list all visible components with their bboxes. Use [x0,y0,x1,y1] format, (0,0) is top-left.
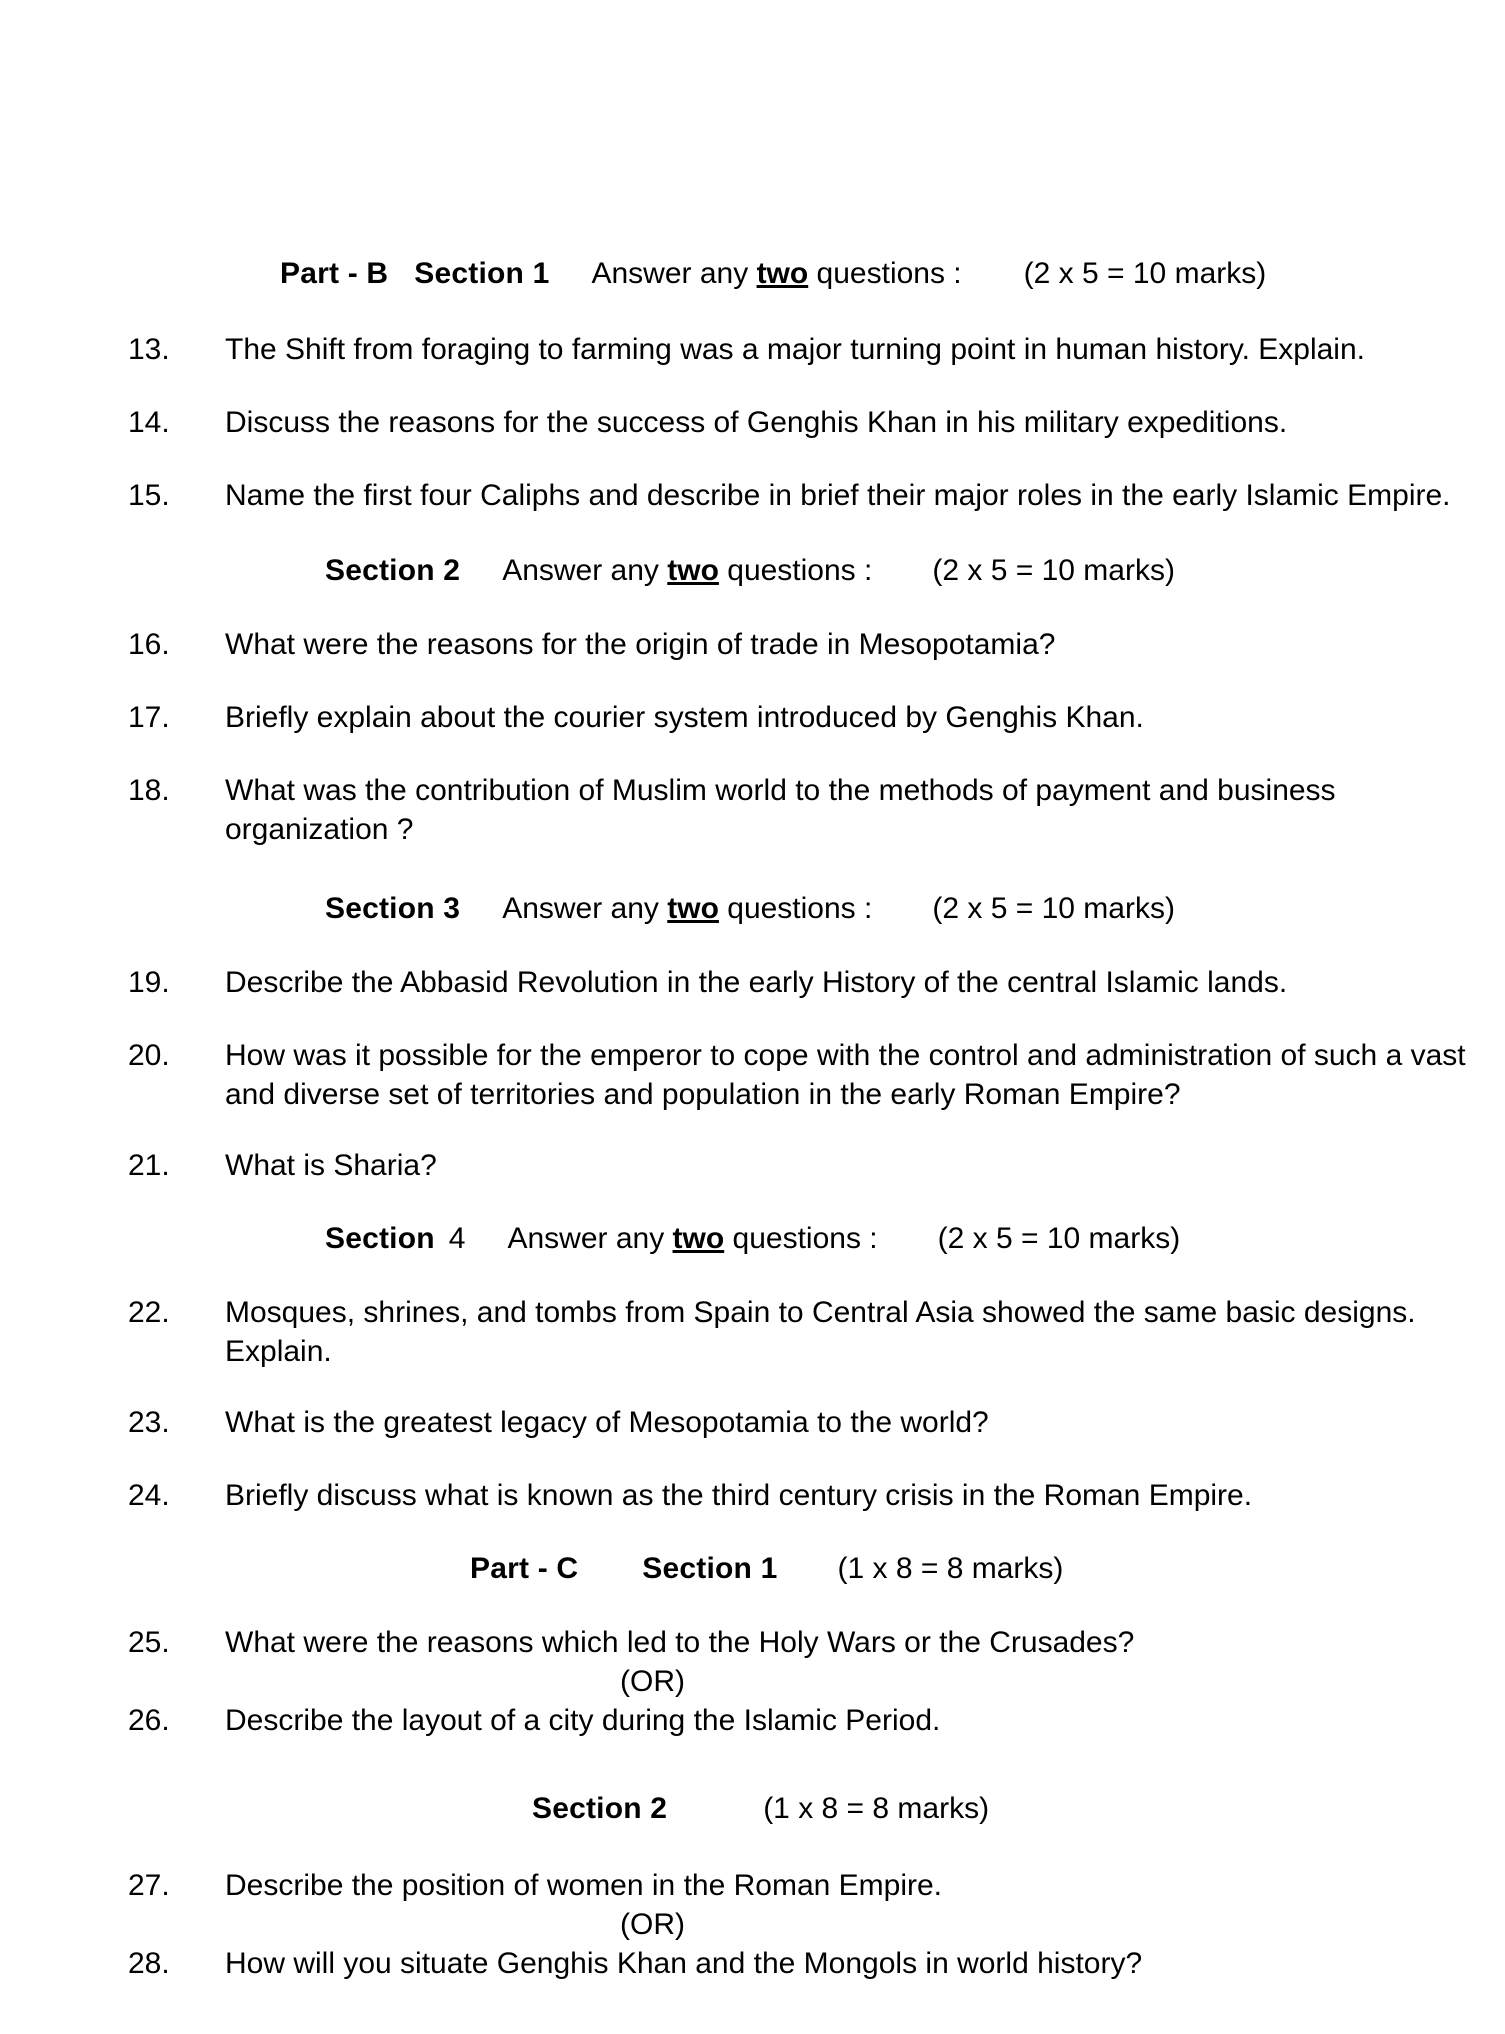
part-b-section-2-header [325,552,1175,590]
question-text: What is Sharia? [225,1149,437,1182]
question-number: 23. [128,1406,170,1439]
answer-suffix: questions : [718,892,873,925]
part-b-section-4-number: 4 [448,1222,466,1255]
question-text: How was it possible for the emperor to cope with the control and administration of such a vast and diverse set of territories and population in the early Roman Empire? [225,1039,1466,1111]
question-row [128,1403,1488,1442]
question-text: Briefly discuss what is known as the third century crisis in the Roman Empire. [225,1479,1253,1512]
part-b-section-4-label: Section [325,1222,435,1255]
question-row [128,771,1408,849]
part-c-section-2-header [532,1790,989,1828]
part-c-header [470,1550,1063,1588]
question-number: 21. [128,1149,170,1182]
question-text: Mosques, shrines, and tombs from Spain to Central Asia showed the same basic designs. Explain. [225,1296,1416,1368]
part-b-label: Part - B [280,257,389,290]
question-row [128,403,1488,442]
question-row [128,1866,1488,1905]
answer-prefix: Answer any [507,1222,673,1255]
question-number: 17. [128,701,170,734]
question-number: 24. [128,1479,170,1512]
part-b-section-1-marks: (2 x 5 = 10 marks) [1023,257,1267,290]
question-text: What was the contribution of Muslim world to the methods of payment and business organization ? [225,774,1336,846]
question-text: The Shift from foraging to farming was a major turning point in human history. Explain. [225,333,1365,366]
question-text: Describe the position of women in the Roman Empire. [225,1869,943,1902]
question-row [128,625,1488,664]
answer-suffix: questions : [718,554,873,587]
answer-emphasis: two [667,892,719,925]
question-number: 19. [128,966,170,999]
question-row [128,1701,1488,1740]
question-number: 16. [128,628,170,661]
or-separator: (OR) [620,1665,685,1698]
question-number: 20. [128,1039,170,1072]
question-number: 22. [128,1296,170,1329]
question-number: 18. [128,774,170,807]
question-number: 26. [128,1704,170,1737]
part-b-section-3-label: Section 3 [325,892,461,925]
part-b-section-4-instruction [507,1220,877,1258]
question-row [128,963,1488,1002]
answer-emphasis: two [756,257,809,290]
question-row [128,1293,1468,1371]
question-row [128,698,1488,737]
or-separator: (OR) [620,1908,685,1941]
question-text: Briefly explain about the courier system introduced by Genghis Khan. [225,701,1144,734]
question-text: Name the first four Caliphs and describe in brief their major roles in the early Islamic Empire. [225,479,1451,512]
question-row [128,1036,1468,1114]
question-number: 13. [128,333,170,366]
answer-emphasis: two [672,1222,725,1255]
part-b-section-3-marks: (2 x 5 = 10 marks) [932,892,1175,925]
question-row [128,1944,1488,1983]
part-b-section-3-instruction [502,890,872,928]
answer-prefix: Answer any [591,257,757,290]
answer-emphasis: two [667,554,719,587]
answer-prefix: Answer any [502,892,668,925]
question-text: Discuss the reasons for the success of Genghis Khan in his military expeditions. [225,406,1288,439]
question-row [128,1146,1488,1185]
question-number: 14. [128,406,170,439]
part-c-section-2-marks: (1 x 8 = 8 marks) [763,1792,990,1825]
question-text: Describe the layout of a city during the Islamic Period. [225,1704,941,1737]
question-number: 25. [128,1626,170,1659]
question-text: How will you situate Genghis Khan and the Mongols in world history? [225,1947,1143,1980]
part-b-section-4-marks: (2 x 5 = 10 marks) [937,1222,1181,1255]
part-c-section-1-label: Section 1 [642,1552,778,1585]
question-number: 15. [128,479,170,512]
part-b-section-2-marks: (2 x 5 = 10 marks) [932,554,1175,587]
question-text: Describe the Abbasid Revolution in the early History of the central Islamic lands. [225,966,1288,999]
part-b-section-1-instruction [591,255,961,293]
question-number: 28. [128,1947,170,1980]
part-b-section-2-instruction [502,552,872,590]
question-row [128,476,1505,515]
part-b-section-3-header [325,890,1175,928]
question-row [128,1623,1488,1662]
answer-suffix: questions : [808,257,962,290]
answer-suffix: questions : [724,1222,878,1255]
question-text: What were the reasons for the origin of trade in Mesopotamia? [225,628,1056,661]
part-c-section-1-marks: (1 x 8 = 8 marks) [837,1552,1064,1585]
answer-prefix: Answer any [502,554,668,587]
part-c-section-2-label: Section 2 [532,1792,668,1825]
part-b-section-2-label: Section 2 [325,554,461,587]
part-b-header [280,255,1266,293]
part-b-section-1-label: Section 1 [414,257,550,290]
question-number: 27. [128,1869,170,1902]
part-b-section-4-header [325,1220,1180,1258]
question-row [128,330,1488,369]
question-row [128,1476,1488,1515]
question-text: What were the reasons which led to the Holy Wars or the Crusades? [225,1626,1135,1659]
question-text: What is the greatest legacy of Mesopotamia to the world? [225,1406,989,1439]
part-c-label: Part - C [470,1552,579,1585]
